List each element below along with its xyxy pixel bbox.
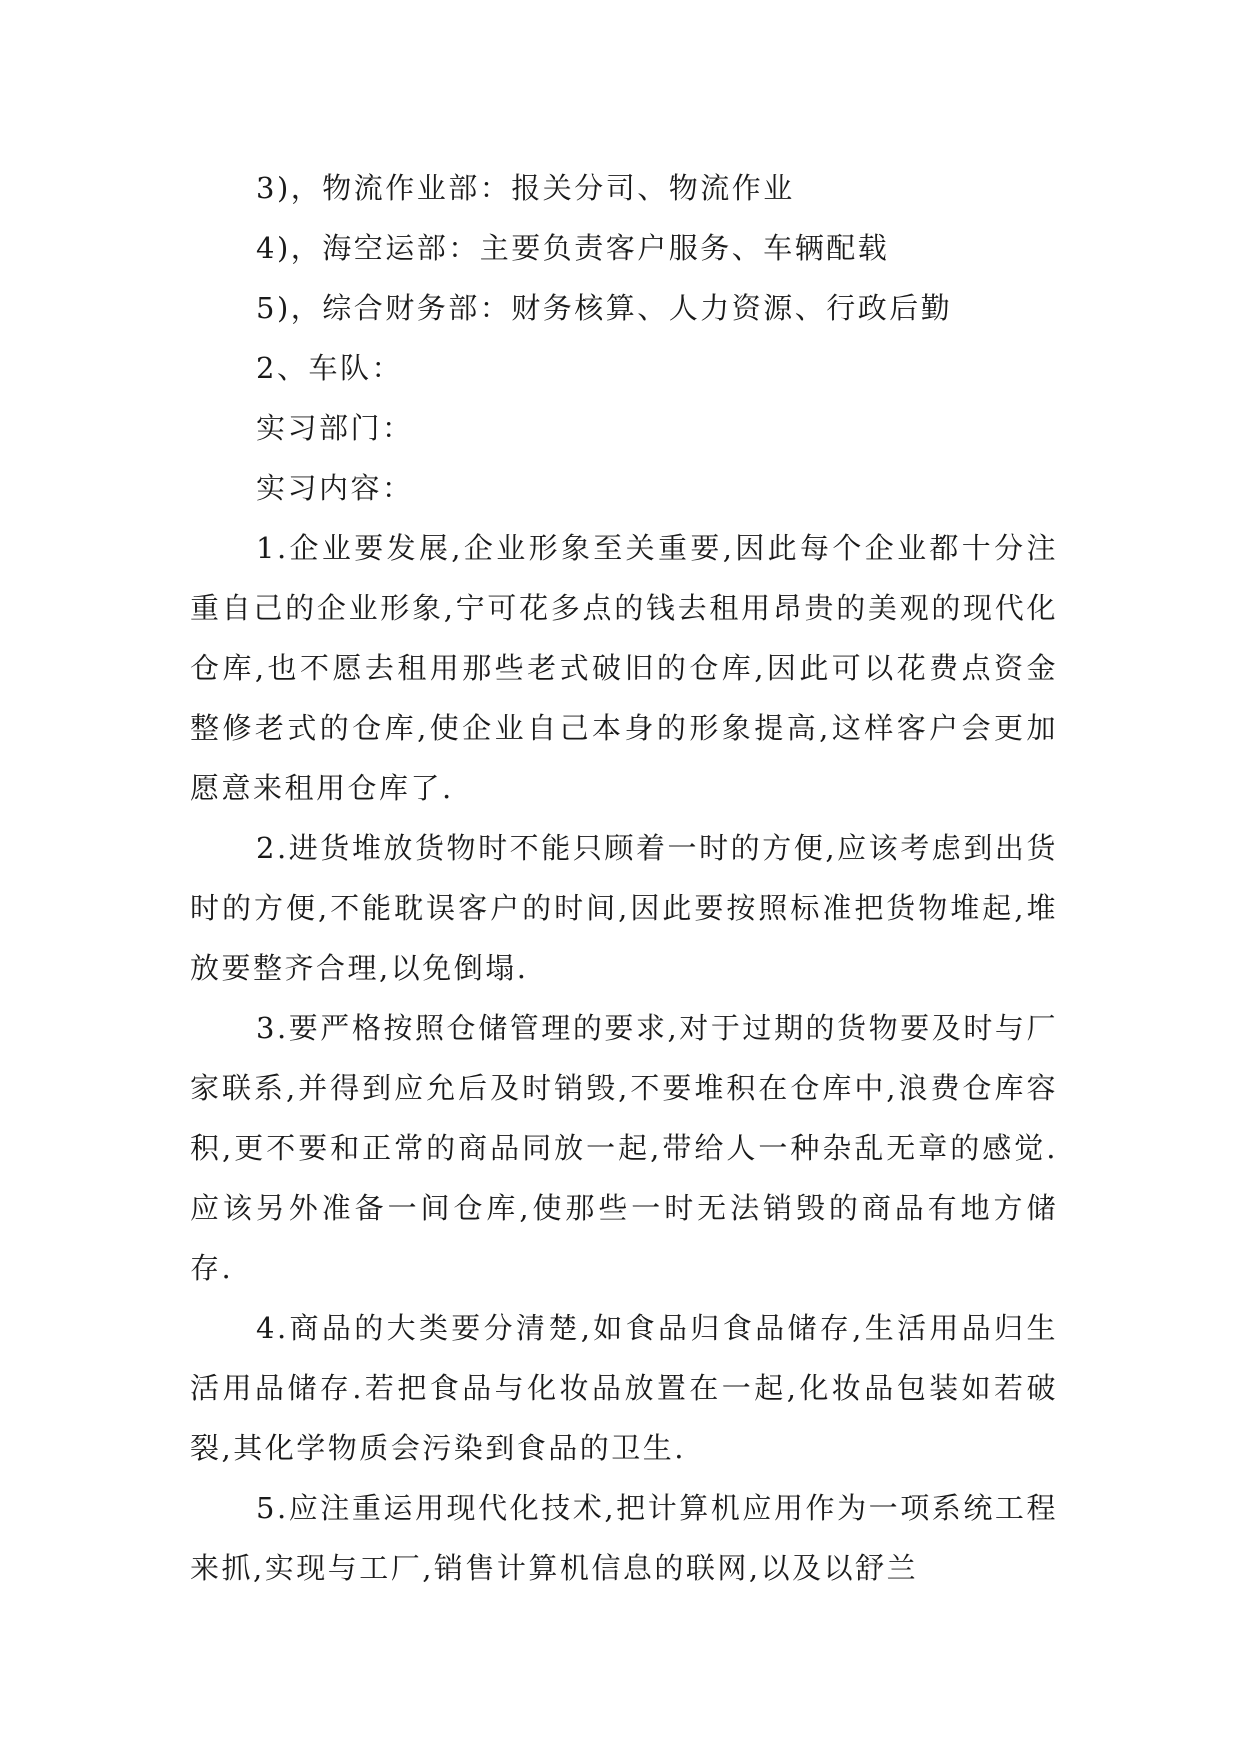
internship-content-label: 实习内容：	[256, 471, 414, 505]
paragraph-item-4: 4.商品的大类要分清楚,如食品归食品储存,生活用品归生活用品储存.若把食品与化妆品放置在一起,化妆品包装如若破裂,其化学物质会污染到食品的卫生.	[190, 1311, 1058, 1465]
department-line-sea-air: 4)，海空运部：主要负责客户服务、车辆配载	[256, 231, 890, 265]
paragraph-item-5: 5.应注重运用现代化技术,把计算机应用作为一项系统工程来抓,实现与工厂,销售计算机信息的联网,以及以舒兰	[190, 1491, 1058, 1585]
internship-department-label: 实习部门：	[256, 411, 414, 445]
document-body	[190, 158, 1058, 1598]
paragraph-item-2: 2.进货堆放货物时不能只顾着一时的方便,应该考虑到出货时的方便,不能耽误客户的时间,因此要按照标准把货物堆起,堆放要整齐合理,以免倒塌.	[190, 831, 1058, 985]
section-heading-fleet: 2、车队：	[256, 351, 403, 385]
paragraph-item-3: 3.要严格按照仓储管理的要求,对于过期的货物要及时与厂家联系,并得到应允后及时销毁,不要堆积在仓库中,浪费仓库容积,更不要和正常的商品同放一起,带给人一种杂乱无章的感觉.应该另外准备一间仓库,使那些一时无法销毁的商品有地方储存.	[190, 1011, 1058, 1285]
department-line-logistics: 3)，物流作业部：报关分司、物流作业	[256, 171, 795, 205]
paragraph-item-1: 1.企业要发展,企业形象至关重要,因此每个企业都十分注重自己的企业形象,宁可花多点的钱去租用昂贵的美观的现代化仓库,也不愿去租用那些老式破旧的仓库,因此可以花费点资金整修老式的仓库,使企业自己本身的形象提高,这样客户会更加愿意来租用仓库了.	[190, 531, 1058, 805]
department-line-finance: 5)，综合财务部：财务核算、人力资源、行政后勤	[256, 291, 953, 325]
